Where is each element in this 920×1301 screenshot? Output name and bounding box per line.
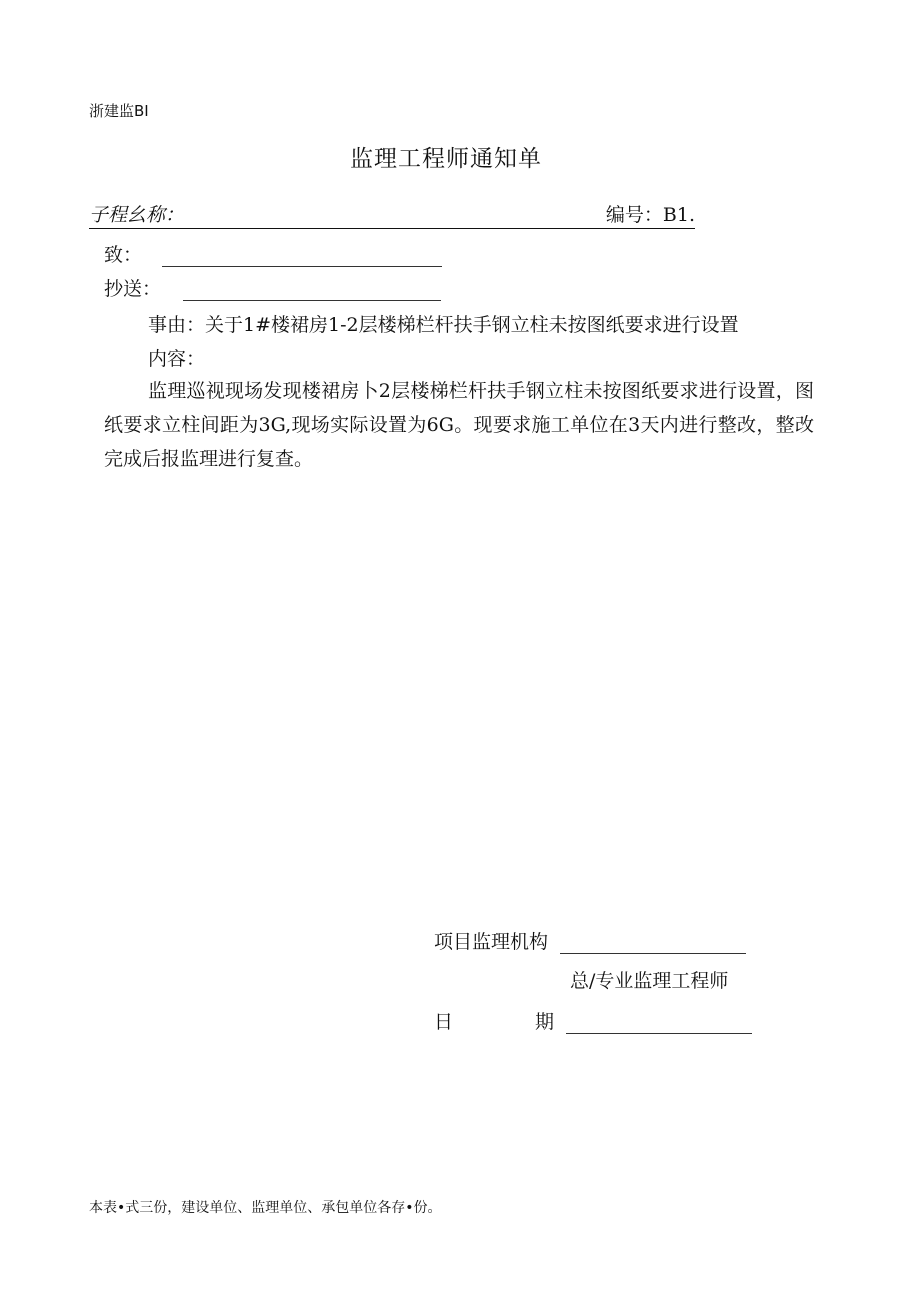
supervision-org-field[interactable] [560, 931, 746, 954]
subject-line: 事由：关于1#楼裙房1-2层楼梯栏杆扶手钢立柱未按图纸要求进行设置 [148, 314, 739, 336]
date-label-1: 日 [434, 1011, 454, 1033]
engineer-label: 总/专业监理工程师 [570, 970, 729, 992]
cc-field[interactable] [183, 278, 441, 301]
project-name-label: 子程幺称： [89, 204, 185, 226]
to-row [104, 240, 442, 267]
page-title: 监理工程师通知单 [350, 146, 542, 172]
supervision-org-row [434, 927, 746, 954]
supervision-org-label: 项目监理机构 [434, 931, 549, 953]
project-row [89, 200, 695, 229]
date-row [434, 1007, 752, 1034]
content-paragraph: 监理巡视现场发现楼裙房卜2层楼梯栏杆扶手钢立柱未按图纸要求进行设置，图纸要求立柱间距为3G,现场实际设置为6G。现要求施工单位在3天内进行整改，整改完成后报监理进行复查。 [104, 380, 814, 470]
form-code: 浙建监BI [89, 102, 149, 120]
cc-label: 抄送： [104, 278, 162, 300]
number-label: 编号：B1. [605, 204, 695, 226]
cc-row [104, 274, 441, 301]
content-label: 内容： [148, 348, 206, 370]
footer-note: 本表•式三份，建设单位、监理单位、承包单位各存•份。 [89, 1200, 442, 1216]
date-label-2: 期 [535, 1011, 555, 1033]
date-field[interactable] [566, 1011, 752, 1034]
to-field[interactable] [162, 244, 442, 267]
to-label: 致： [104, 244, 143, 266]
